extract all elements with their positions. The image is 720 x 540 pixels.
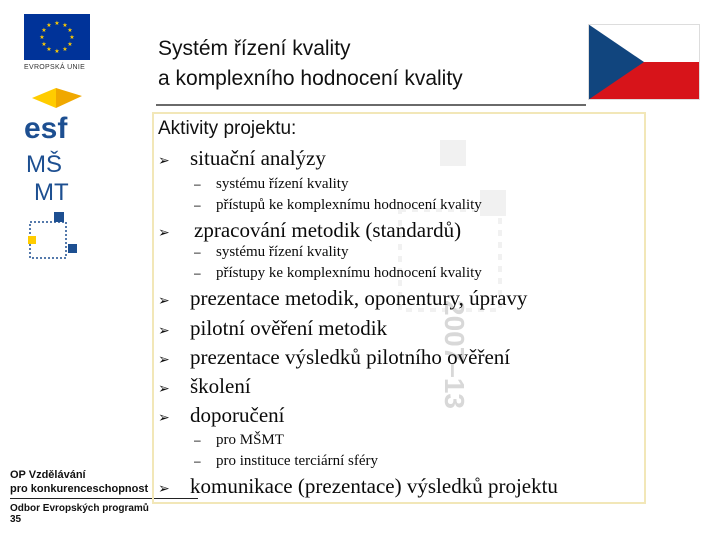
sub-item-text: přístupů ke komplexnímu hodnocení kvality	[216, 197, 482, 213]
sub-item	[194, 176, 348, 193]
svg-text:★: ★	[67, 41, 73, 48]
department-label: Odbor Evropských programů 35	[10, 503, 149, 525]
bullet-dash: –	[194, 454, 201, 468]
item-text: zpracování metodik (standardů)	[194, 218, 462, 242]
op-line-2: pro konkurenceschopnost	[10, 483, 149, 495]
svg-text:MŠ: MŠ	[26, 151, 62, 178]
sub-item	[194, 453, 378, 470]
list-item	[158, 218, 461, 243]
svg-text:★: ★	[69, 34, 75, 41]
list-item	[158, 345, 510, 370]
item-text: pilotní ověření metodik	[190, 316, 388, 340]
item-text: prezentace výsledků pilotního ověření	[190, 345, 511, 369]
bullet-dash: –	[194, 245, 201, 259]
list-item	[158, 316, 387, 341]
bullet-arrow-icon: ➢	[158, 225, 170, 241]
sub-item	[194, 432, 284, 449]
watermark-year: 2007–13	[439, 300, 470, 410]
list-item	[158, 474, 558, 499]
svg-text:★: ★	[46, 46, 52, 53]
op-line-1: OP Vzdělávání	[10, 469, 86, 481]
list-item	[158, 403, 284, 428]
sub-item-text: systému řízení kvality	[216, 176, 349, 192]
op-programme-label	[10, 468, 148, 496]
svg-text:★: ★	[67, 27, 73, 34]
svg-text:★: ★	[54, 48, 60, 55]
logo-column	[0, 0, 150, 540]
sub-item	[194, 244, 348, 261]
item-text: komunikace (prezentace) výsledků projektu	[190, 474, 558, 498]
bullet-arrow-icon: ➢	[158, 293, 170, 309]
bullet-arrow-icon: ➢	[158, 481, 170, 497]
list-item	[158, 146, 326, 171]
bullet-arrow-icon: ➢	[158, 153, 170, 169]
sub-item-text: pro MŠMT	[216, 432, 284, 448]
bullet-arrow-icon: ➢	[158, 410, 170, 426]
sub-item-text: pro instituce terciární sféry	[216, 453, 379, 469]
sub-item	[194, 265, 482, 282]
title-line-2: a komplexního hodnocení kvality	[158, 67, 463, 90]
item-text: situační analýzy	[190, 146, 326, 170]
esf-logo-icon	[22, 86, 90, 142]
title-line-1: Systém řízení kvality	[158, 37, 351, 60]
bullet-dash: –	[194, 177, 201, 191]
czech-flag-icon	[588, 24, 700, 100]
eu-caption: EVROPSKÁ UNIE	[24, 64, 86, 71]
svg-text:★: ★	[62, 46, 68, 53]
list-item	[158, 374, 251, 399]
item-text: prezentace metodik, oponentury, úpravy	[190, 286, 528, 310]
svg-text:★: ★	[41, 27, 47, 34]
svg-text:esf: esf	[24, 112, 68, 142]
bullet-arrow-icon: ➢	[158, 323, 170, 339]
svg-text:★: ★	[41, 41, 47, 48]
sub-item	[194, 197, 482, 214]
programme-logo-icon	[24, 210, 82, 268]
bullet-arrow-icon: ➢	[158, 381, 170, 397]
bullet-dash: –	[194, 433, 201, 447]
bullet-dash: –	[194, 266, 201, 280]
title-divider	[156, 104, 586, 106]
svg-text:★: ★	[54, 20, 60, 27]
sub-item-text: přístupy ke komplexnímu hodnocení kvality	[216, 265, 482, 281]
svg-text:★: ★	[46, 22, 52, 29]
sub-item-text: systému řízení kvality	[216, 244, 349, 260]
bullet-dash: –	[194, 198, 201, 212]
svg-text:★: ★	[62, 22, 68, 29]
item-text: doporučení	[190, 403, 285, 427]
section-heading: Aktivity projektu:	[158, 118, 297, 139]
item-text: školení	[190, 374, 251, 398]
bullet-arrow-icon: ➢	[158, 352, 170, 368]
list-item	[158, 286, 527, 311]
svg-text:★: ★	[39, 34, 45, 41]
slide-title	[158, 34, 463, 94]
msmt-logo-icon	[24, 146, 84, 204]
eu-flag-icon	[24, 14, 90, 60]
svg-text:MT: MT	[34, 179, 69, 204]
